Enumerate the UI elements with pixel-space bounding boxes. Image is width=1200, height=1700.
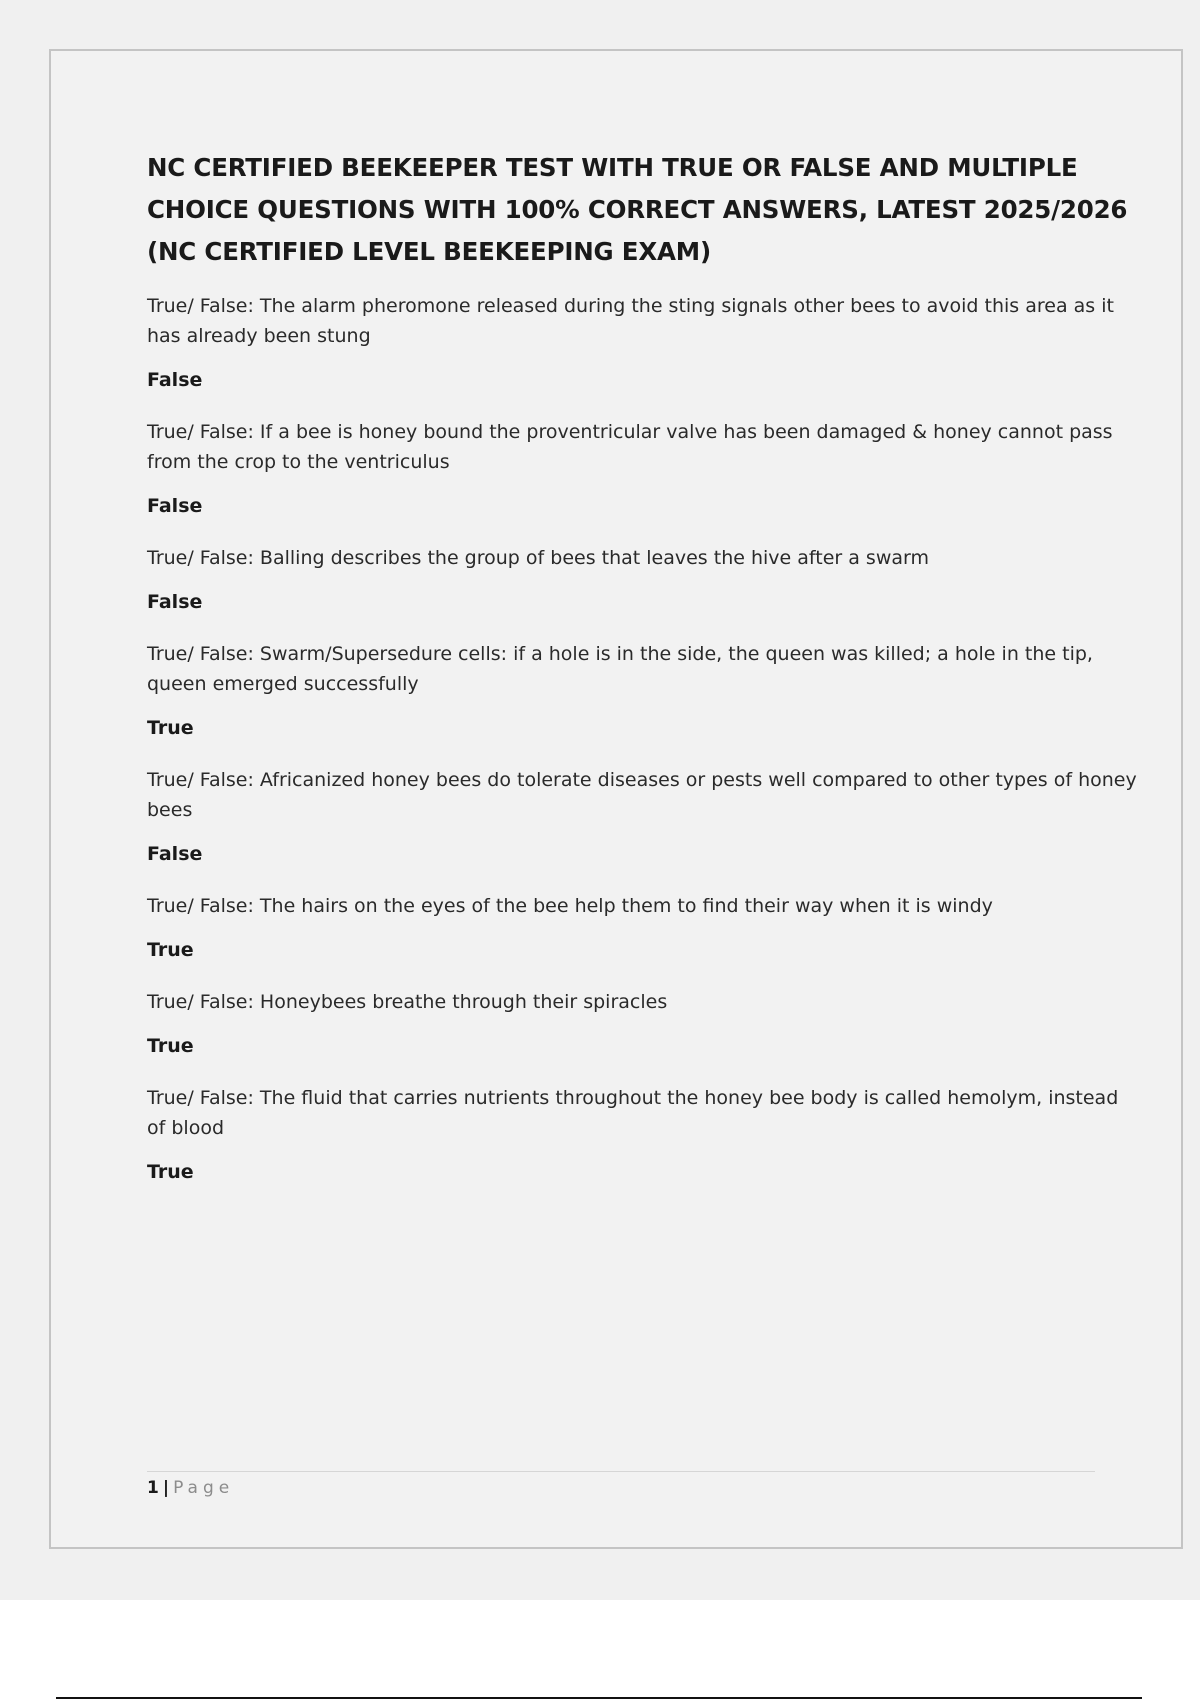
qa-item <box>147 291 1137 395</box>
answer-text: True <box>147 1161 194 1183</box>
bottom-divider <box>56 1697 1142 1699</box>
answer-text: False <box>147 495 203 517</box>
qa-item <box>147 765 1137 869</box>
page-label: Page <box>173 1478 235 1498</box>
answer-text: True <box>147 717 194 739</box>
footer-separator: | <box>162 1478 170 1498</box>
qa-item <box>147 639 1137 743</box>
page-number: 1 <box>147 1478 159 1498</box>
question-text: True/ False: If a bee is honey bound the proventricular valve has been damaged & honey cannot pass from the crop to the ventriculus <box>147 421 1113 473</box>
question-text: True/ False: The hairs on the eyes of the bee help them to find their way when it is windy <box>147 895 993 917</box>
page-content <box>147 147 1137 1209</box>
answer-text: False <box>147 843 203 865</box>
answer-text: True <box>147 939 194 961</box>
qa-item <box>147 987 1137 1061</box>
question-text: True/ False: Africanized honey bees do tolerate diseases or pests well compared to other types of honey bees <box>147 769 1137 821</box>
answer-text: False <box>147 591 203 613</box>
question-text: True/ False: The alarm pheromone released during the sting signals other bees to avoid this area as it has already been stung <box>147 295 1114 347</box>
qa-item <box>147 891 1137 965</box>
question-text: True/ False: The fluid that carries nutrients throughout the honey bee body is called hemolym, instead of blood <box>147 1087 1119 1139</box>
question-text: True/ False: Swarm/Supersedure cells: if a hole is in the side, the queen was killed; a hole in the tip, queen emerged successfully <box>147 643 1093 695</box>
qa-item <box>147 543 1137 617</box>
document-title: NC CERTIFIED BEEKEEPER TEST WITH TRUE OR FALSE AND MULTIPLE CHOICE QUESTIONS WITH 100% CORRECT ANSWERS, LATEST 2025/2026 (NC CERTIFIED LEVEL BEEKEEPING EXAM) <box>147 153 1128 266</box>
question-text: True/ False: Balling describes the group of bees that leaves the hive after a swarm <box>147 547 929 569</box>
question-list <box>147 291 1137 1187</box>
answer-text: False <box>147 369 203 391</box>
page-footer <box>147 1471 1095 1498</box>
answer-text: True <box>147 1035 194 1057</box>
qa-item <box>147 417 1137 521</box>
question-text: True/ False: Honeybees breathe through their spiracles <box>147 991 668 1013</box>
document-page <box>49 49 1183 1549</box>
qa-item <box>147 1083 1137 1187</box>
